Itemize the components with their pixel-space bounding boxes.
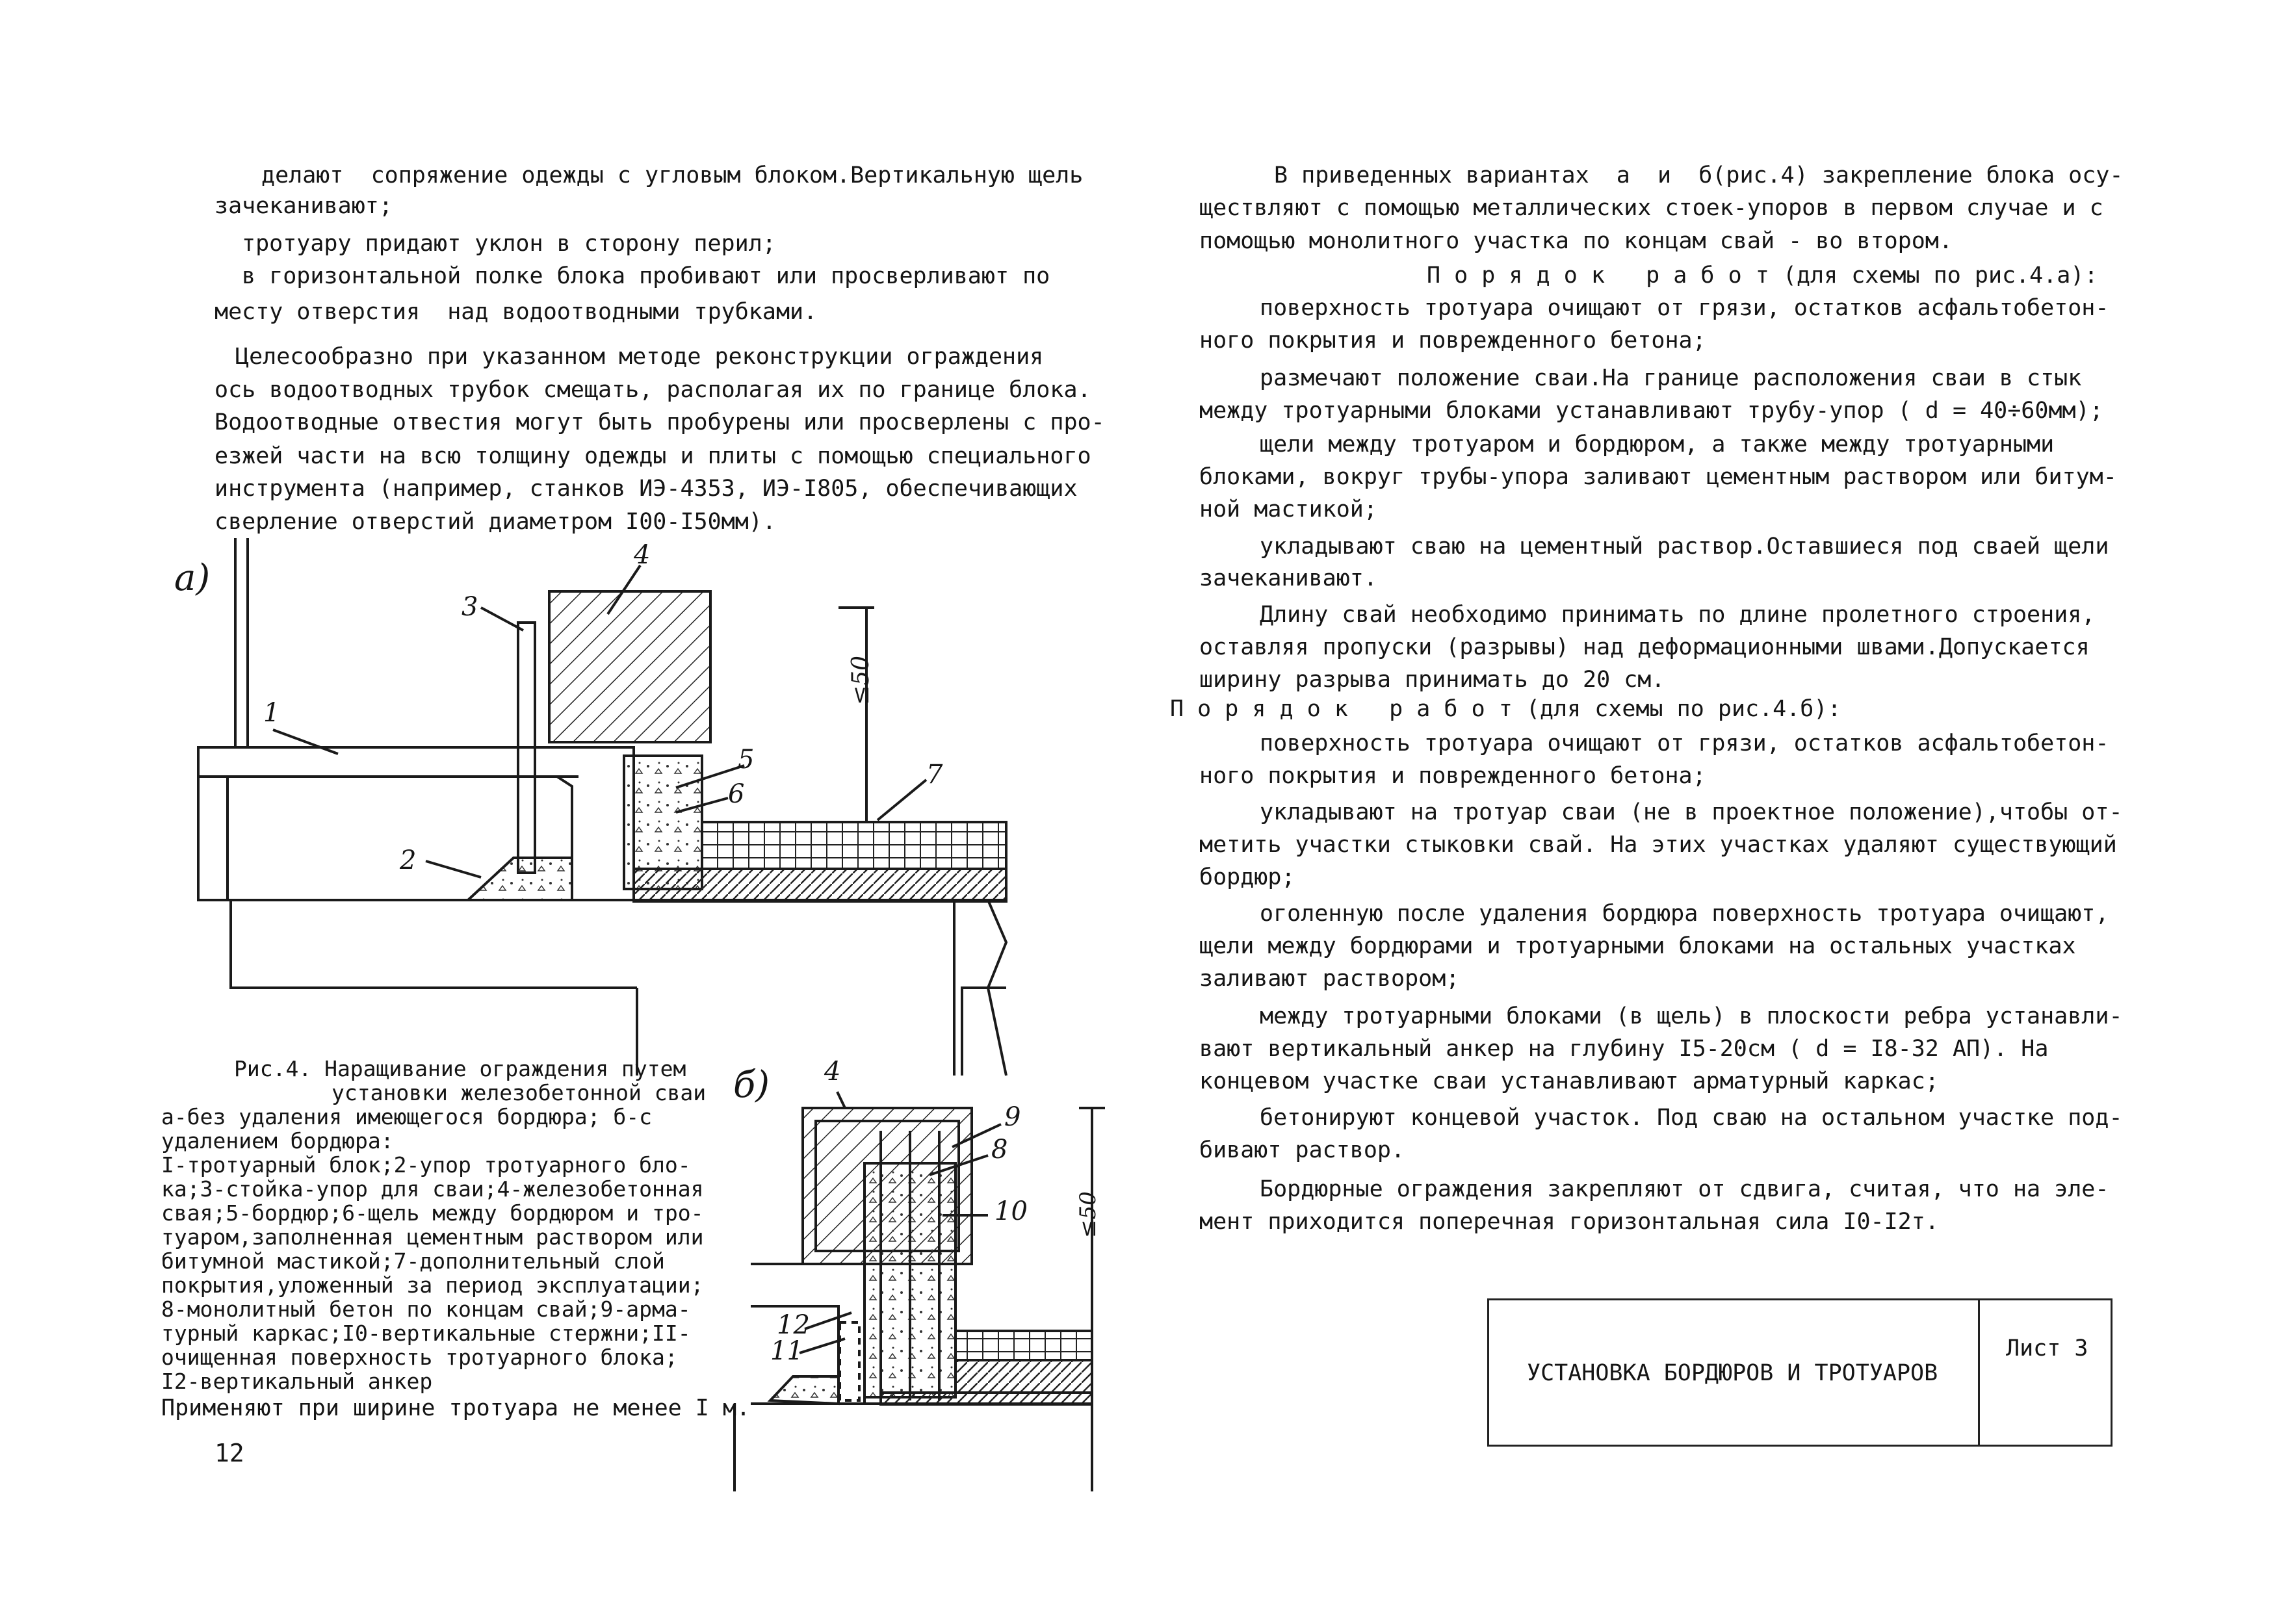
- text-line: бивают раствор.: [1199, 1137, 1405, 1163]
- text-line: П о р я д о к р а б о т (для схемы по рис.4.б):: [1170, 696, 1841, 722]
- caption-line: туаром,заполненная цементным раствором или: [161, 1224, 704, 1250]
- caption-line: покрытия,уложенный за период эксплуатации;: [161, 1272, 704, 1298]
- callout-2: 2: [400, 845, 417, 875]
- caption-line: удалением бордюра:: [161, 1128, 394, 1154]
- callout-4: 4: [634, 540, 651, 570]
- caption-line: установки железобетонной сваи: [332, 1080, 707, 1105]
- drawing-b: [734, 1092, 1105, 1491]
- text-line: заливают раствором;: [1199, 966, 1460, 992]
- text-line: ного покрытия и поврежденного бетона;: [1199, 328, 1706, 354]
- text-line: между тротуарными блоками устанавливают трубу-упор ( d = 40÷60мм);: [1199, 398, 2103, 424]
- text-line: П о р я д о к р а б о т (для схемы по рис.4.а):: [1427, 263, 2098, 289]
- text-line: метить участки стыковки свай. На этих участках удаляют существующий: [1199, 832, 2117, 858]
- text-line: ось водоотводных трубок смещать, располагая их по границе блока.: [214, 377, 1091, 403]
- text-line: концевом участке сваи устанавливают арматурный каркас;: [1199, 1068, 1939, 1094]
- callout-1: 1: [263, 698, 280, 728]
- text-line: оставляя пропуски (разрывы) над деформационными швами.Допускается: [1199, 634, 2090, 660]
- text-line: сверление отверстий диаметром I00-I50мм).: [214, 509, 776, 535]
- text-line: зачеканивают.: [1199, 565, 1377, 591]
- text-line: в горизонтальной полке блока пробивают или просверливают по: [242, 263, 1050, 289]
- figure-label-a: а): [174, 557, 211, 599]
- figure-label-b: б): [733, 1064, 770, 1106]
- callout-5: 5: [738, 745, 755, 775]
- callout-8: 8: [991, 1135, 1008, 1165]
- text-line: делают сопряжение одежды с угловым блоком.Вертикальную щель: [261, 162, 1084, 188]
- text-line: Бордюрные ограждения закрепляют от сдвига, считая, что на эле-: [1260, 1176, 2109, 1202]
- text-line: мент приходится поперечная горизонтальная сила I0-I2т.: [1199, 1209, 1939, 1235]
- text-line: поверхность тротуара очищают от грязи, остатков асфальтобетон-: [1260, 295, 2109, 321]
- text-line: бетонируют концевой участок. Под сваю на остальном участке под-: [1260, 1105, 2123, 1131]
- text-line: бордюр;: [1199, 864, 1295, 890]
- text-line: поверхность тротуара очищают от грязи, остатков асфальтобетон-: [1260, 730, 2109, 756]
- callout-7: 7: [926, 760, 943, 790]
- text-line: тротуару придают уклон в сторону перил;: [242, 231, 776, 257]
- title-block-title: УСТАНОВКА БОРДЮРОВ И ТРОТУАРОВ: [1527, 1360, 1938, 1386]
- text-line: щели между тротуаром и бордюром, а также между тротуарными: [1260, 432, 2055, 458]
- title-block: [1487, 1298, 2112, 1447]
- text-line: укладывают сваю на цементный раствор.Оставшиеся под сваей щели: [1260, 534, 2109, 560]
- title-block-sheet: Лист 3: [2006, 1335, 2088, 1361]
- text-line: ной мастикой;: [1199, 496, 1377, 522]
- dimension-label-b: ≤50: [1075, 1191, 1101, 1238]
- caption-note: Применяют при ширине тротуара не менее I м.: [161, 1395, 751, 1421]
- text-line: оголенную после удаления бордюра поверхность тротуара очищают,: [1260, 901, 2109, 927]
- caption-line: 8-монолитный бетон по концам свай;9-арма-: [161, 1296, 691, 1322]
- caption-line: свая;5-бордюр;6-щель между бордюром и тро-: [161, 1200, 704, 1226]
- callout-6: 6: [728, 779, 745, 809]
- caption-line: турный каркас;I0-вертикальные стержни;II-: [161, 1321, 691, 1346]
- callout-10: 10: [994, 1196, 1028, 1226]
- caption-line: I-тротуарный блок;2-упор тротуарного бло-: [161, 1152, 691, 1178]
- caption-line: ка;3-стойка-упор для сваи;4-железобетонная: [161, 1176, 704, 1202]
- dimension-label-a: ≤50: [848, 656, 874, 705]
- drawing-a: [198, 538, 1006, 1076]
- callout-b-4: 4: [824, 1057, 841, 1087]
- text-line: В приведенных вариантах а и б(рис.4) закрепление блока осу-: [1274, 162, 2124, 188]
- text-line: размечают положение сваи.На границе расположения сваи в стык: [1260, 365, 2082, 391]
- text-line: Длину свай необходимо принимать по длине пролетного строения,: [1260, 602, 2096, 628]
- caption-line: очищенная поверхность тротуарного блока;: [161, 1345, 678, 1370]
- caption-line: Рис.4. Наращивание ограждения путем: [234, 1056, 686, 1081]
- text-line: щели между бордюрами и тротуарными блоками на остальных участках: [1199, 933, 2076, 959]
- caption-line: I2-вертикальный анкер: [161, 1369, 433, 1394]
- text-line: между тротуарными блоками (в щель) в плоскости ребра устанавли-: [1260, 1003, 2123, 1029]
- text-line: Целесообразно при указанном методе реконструкции ограждения: [235, 344, 1044, 370]
- callout-12: 12: [777, 1310, 810, 1340]
- text-line: вают вертикальный анкер на глубину I5-20см ( d = I8-32 АП). На: [1199, 1036, 2049, 1062]
- callout-3: 3: [462, 592, 478, 622]
- callout-9: 9: [1004, 1102, 1021, 1132]
- text-line: ного покрытия и поврежденного бетона;: [1199, 763, 1706, 789]
- text-line: ширину разрыва принимать до 20 см.: [1199, 667, 1665, 693]
- page-number: 12: [214, 1439, 244, 1467]
- caption-line: а-без удаления имеющегося бордюра; б-с: [161, 1104, 652, 1129]
- text-line: инструмента (например, станков ИЭ-4353, ИЭ-I805, обеспечивающих: [214, 476, 1078, 502]
- text-line: месту отверстия над водоотводными трубками.: [214, 299, 818, 325]
- text-line: укладывают на тротуар сваи (не в проектное положение),чтобы от-: [1260, 799, 2123, 825]
- text-line: Водоотводные отвестия могут быть пробурены или просверлены с про-: [214, 409, 1105, 435]
- callout-11: 11: [770, 1336, 803, 1366]
- caption-line: битумной мастикой;7-дополнительный слой: [161, 1248, 665, 1274]
- text-line: помощью монолитного участка по концам свай - во втором.: [1199, 228, 1953, 254]
- text-line: ществляют с помощью металлических стоек-упоров в первом случае и с: [1199, 195, 2103, 221]
- text-line: зачеканивают;: [214, 193, 393, 219]
- text-line: езжей части на всю толщину одежды и плиты с помощью специального: [214, 443, 1091, 469]
- title-block-divider: [1978, 1300, 1980, 1445]
- text-line: блоками, вокруг трубы-упора заливают цементным раствором или битум-: [1199, 464, 2117, 490]
